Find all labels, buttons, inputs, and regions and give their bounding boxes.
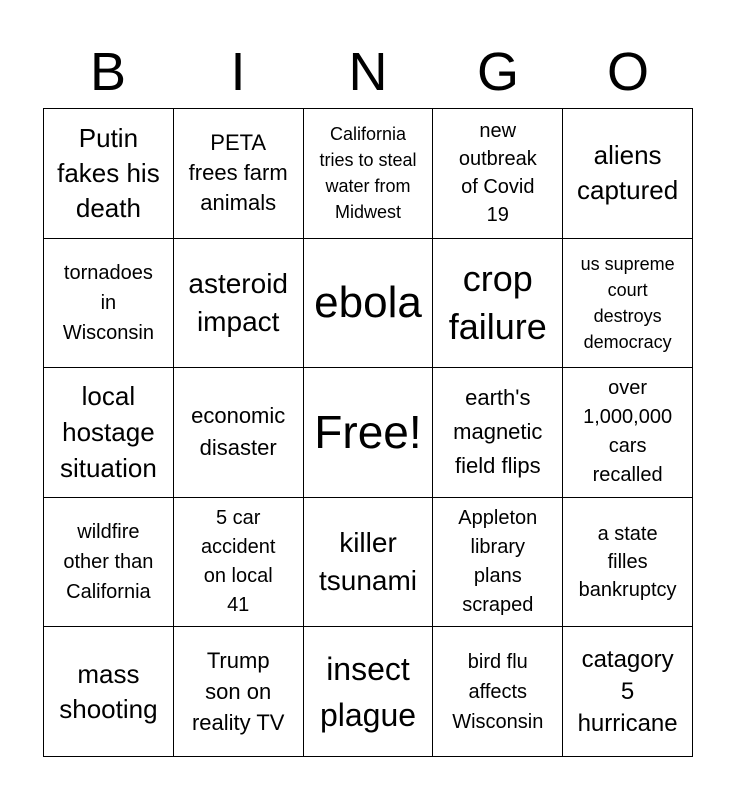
bingo-grid	[43, 108, 693, 757]
bingo-cell-text: a state filles bankruptcy	[578, 523, 677, 602]
bingo-cell-text: over 1,000,000 cars recalled	[583, 377, 673, 487]
header-letter-n: N	[348, 42, 388, 102]
bingo-cell[interactable]	[563, 498, 693, 628]
bingo-cell-text: aliens captured	[577, 140, 679, 206]
bingo-cell-text: asteroid impact	[188, 267, 288, 337]
header-letter-o: O	[606, 42, 649, 102]
bingo-cell[interactable]	[44, 368, 174, 498]
bingo-cell[interactable]	[563, 109, 693, 239]
bingo-cell-text: mass shooting	[59, 658, 158, 724]
bingo-cell[interactable]	[304, 627, 434, 757]
bingo-cell-text: local hostage situation	[59, 381, 157, 484]
bingo-cell-text: earth's magnetic field flips	[453, 385, 543, 479]
bingo-cell[interactable]	[433, 498, 563, 628]
header-letter-g: G	[476, 42, 519, 102]
bingo-cell[interactable]	[304, 368, 434, 498]
bingo-cell[interactable]	[44, 498, 174, 628]
bingo-cell[interactable]	[174, 109, 304, 239]
bingo-cell[interactable]	[563, 368, 693, 498]
header-letter-b: B	[89, 42, 127, 102]
bingo-cell-text: wildfire other than California	[63, 521, 154, 604]
bingo-cell-text: Appleton library plans scraped	[458, 507, 538, 617]
bingo-header	[43, 40, 693, 104]
bingo-cell[interactable]	[433, 627, 563, 757]
bingo-cell[interactable]	[433, 239, 563, 369]
bingo-cell[interactable]	[433, 109, 563, 239]
bingo-cell[interactable]	[174, 498, 304, 628]
bingo-cell[interactable]	[563, 239, 693, 369]
bingo-cell[interactable]	[174, 239, 304, 369]
bingo-cell[interactable]	[304, 498, 434, 628]
bingo-cell-text: new outbreak of Covid 19	[458, 120, 537, 227]
bingo-cell-text: killer tsunami	[318, 527, 418, 597]
bingo-cell-text: ebola	[314, 277, 422, 327]
bingo-cell[interactable]	[44, 627, 174, 757]
bingo-cell[interactable]	[433, 368, 563, 498]
bingo-cell-text: PETA frees farm animals	[188, 130, 288, 216]
bingo-cell[interactable]	[44, 109, 174, 239]
header-letter-i: I	[230, 42, 246, 102]
bingo-cell-text: 5 car accident on local 41	[200, 507, 276, 617]
bingo-cell-text: catagory 5 hurricane	[577, 645, 678, 737]
bingo-cell[interactable]	[304, 239, 434, 369]
bingo-cell[interactable]	[174, 627, 304, 757]
bingo-cell[interactable]	[174, 368, 304, 498]
bingo-cell-text: Trump son on reality TV	[191, 648, 285, 736]
bingo-cell-text: bird flu affects Wisconsin	[452, 650, 544, 733]
bingo-cell[interactable]	[563, 627, 693, 757]
bingo-cell-text: crop failure	[448, 257, 547, 347]
bingo-cell-text: economic disaster	[191, 403, 286, 461]
bingo-cell[interactable]	[304, 109, 434, 239]
bingo-cell[interactable]	[44, 239, 174, 369]
bingo-cell-text: Free!	[314, 406, 422, 459]
bingo-cell-text: Putin fakes his death	[57, 122, 160, 223]
bingo-cell-text: California tries to steal water from Midwest	[319, 124, 417, 223]
bingo-cell-text: us supreme court destroys democracy	[580, 253, 675, 352]
bingo-cell-text: tornadoes in Wisconsin	[62, 261, 154, 344]
bingo-cell-text: insect plague	[319, 650, 417, 733]
